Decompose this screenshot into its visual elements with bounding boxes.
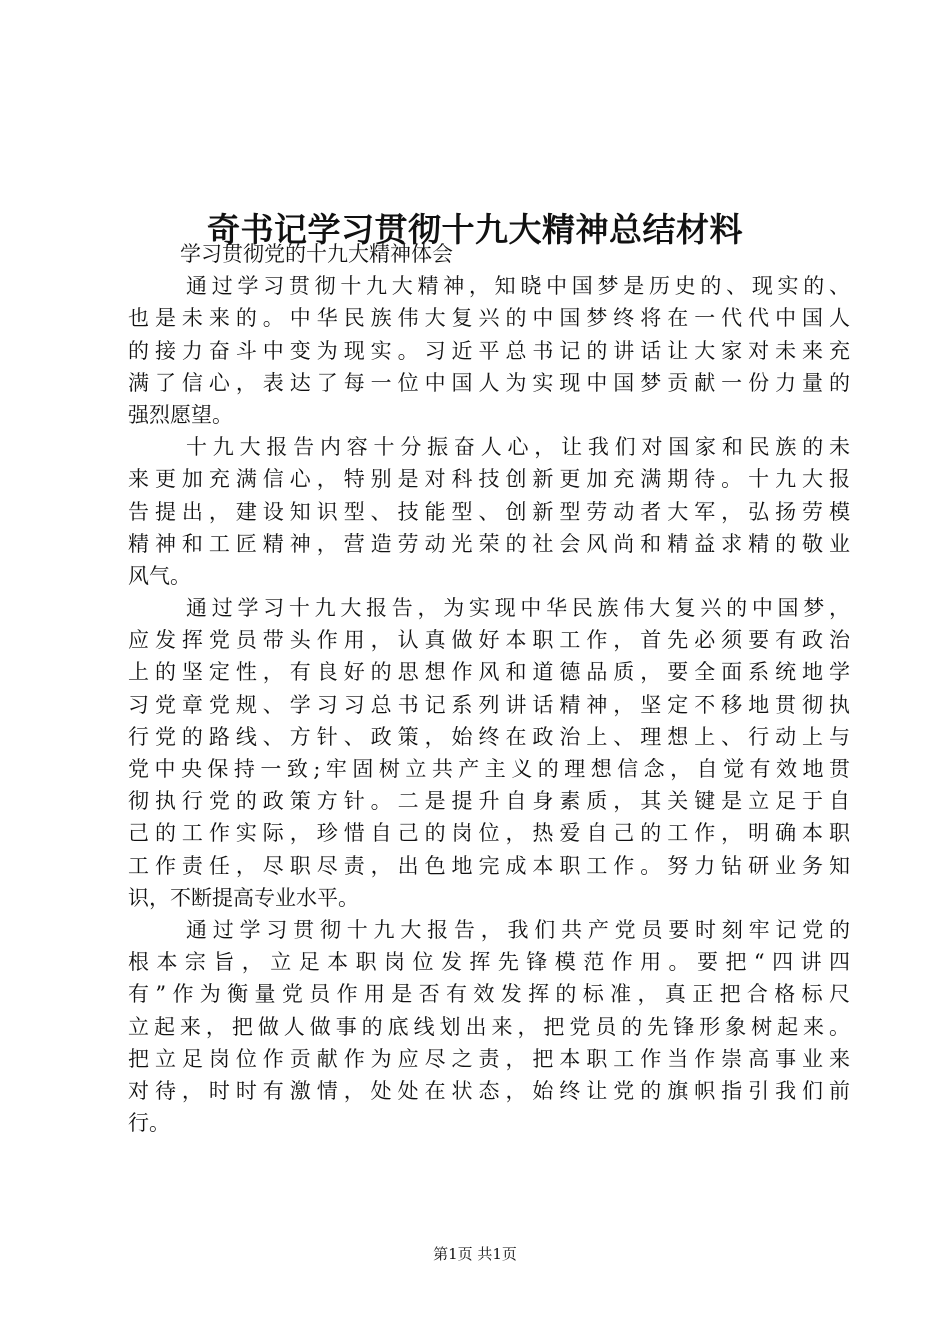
text-line: 也是未来的。中华民族伟大复兴的中国梦终将在一代代中国人 xyxy=(128,306,850,331)
text-line: 把立足岗位作贡献作为应尽之责，把本职工作当作崇高事业来 xyxy=(128,1046,850,1071)
text-line: 习党章党规、学习习总书记系列讲话精神，坚定不移地贯彻执 xyxy=(128,692,850,717)
paragraph-2 xyxy=(128,431,850,592)
paragraph-4 xyxy=(128,914,850,1139)
text-line: 十九大报告内容十分振奋人心，让我们对国家和民族的未 xyxy=(186,435,850,460)
text-line: 的接力奋斗中变为现实。习近平总书记的讲话让大家对未来充 xyxy=(128,338,850,363)
document-subheading: 学习贯彻党的十九大精神体会 xyxy=(180,242,453,266)
text-line: 通过学习贯彻十九大精神，知晓中国梦是历史的、现实的、 xyxy=(186,274,850,299)
text-line: 有”作为衡量党员作用是否有效发挥的标准，真正把合格标尺 xyxy=(128,982,850,1007)
text-line: 通过学习十九大报告，为实现中华民族伟大复兴的中国梦， xyxy=(186,596,850,621)
document-body xyxy=(128,238,850,1139)
page-footer: 第1页 共1页 xyxy=(433,1245,517,1263)
paragraph-3 xyxy=(128,592,850,914)
text-line: 识，不断提高专业水平。 xyxy=(128,885,359,910)
text-line: 党中央保持一致;牢固树立共产主义的理想信念，自觉有效地贯 xyxy=(128,757,850,782)
text-line: 工作责任，尽职尽责，出色地完成本职工作。努力钻研业务知 xyxy=(128,853,850,878)
text-line: 通过学习贯彻十九大报告，我们共产党员要时刻牢记党的 xyxy=(186,917,850,942)
text-line: 告提出，建设知识型、技能型、创新型劳动者大军，弘扬劳模 xyxy=(128,499,850,524)
text-line: 对待，时时有激情，处处在状态，始终让党的旗帜指引我们前 xyxy=(128,1078,850,1103)
text-line: 上的坚定性，有良好的思想作风和道德品质，要全面系统地学 xyxy=(128,660,850,685)
text-line: 风气。 xyxy=(128,563,191,588)
paragraph-1 xyxy=(128,270,850,431)
text-line: 立起来，把做人做事的底线划出来，把党员的先锋形象树起来。 xyxy=(128,1014,850,1039)
text-line: 满了信心，表达了每一位中国人为实现中国梦贡献一份力量的 xyxy=(128,370,850,395)
text-line: 精神和工匠精神，营造劳动光荣的社会风尚和精益求精的敬业 xyxy=(128,531,850,556)
text-line: 根本宗旨，立足本职岗位发挥先锋模范作用。要把“四讲四 xyxy=(128,950,850,975)
text-line: 行。 xyxy=(128,1111,170,1136)
text-line: 强烈愿望。 xyxy=(128,402,233,427)
text-line: 己的工作实际，珍惜自己的岗位，热爱自己的工作，明确本职 xyxy=(128,821,850,846)
text-line: 彻执行党的政策方针。二是提升自身素质，其关键是立足于自 xyxy=(128,789,850,814)
text-line: 行党的路线、方针、政策，始终在政治上、理想上、行动上与 xyxy=(128,724,850,749)
text-line: 来更加充满信心，特别是对科技创新更加充满期待。十九大报 xyxy=(128,467,850,492)
text-line: 应发挥党员带头作用，认真做好本职工作，首先必须要有政治 xyxy=(128,628,850,653)
document-title: 奇书记学习贯彻十九大精神总结材料 xyxy=(207,210,743,250)
